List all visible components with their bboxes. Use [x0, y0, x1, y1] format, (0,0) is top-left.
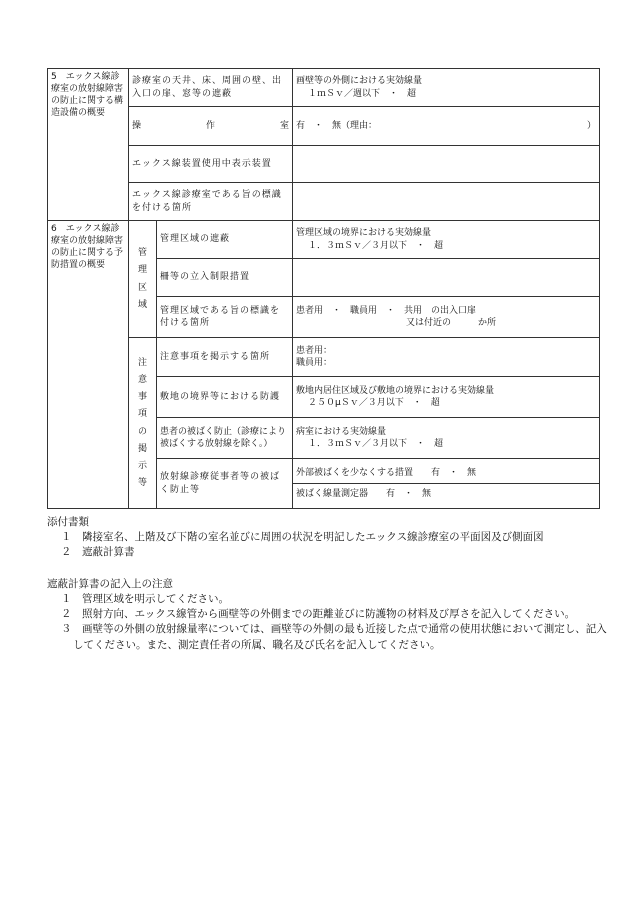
patient-exposure-value[interactable]: [293, 418, 600, 459]
chui-char: の: [137, 426, 147, 437]
calc-note-1: １ 管理区域を明示してください。: [61, 592, 229, 605]
operation-room-close: ）: [587, 120, 597, 131]
shield-walls-value-line1: 画壁等の外側における実効線量: [296, 76, 423, 87]
attachment-1: １ 隣接室名、上階及び下階の室名並びに周囲の状況を明記したエックス線診療室の平面図及び側面図: [61, 531, 544, 544]
in-use-indicator-label: エックス線装置使用中表示装置: [129, 146, 293, 183]
attachments-title: 添付書類: [47, 516, 89, 528]
shield-walls-value-line2: １ｍＳｖ／週以下 ・ 超: [308, 88, 417, 99]
control-area-sign-line1: 患者用 ・ 職員用 ・ 共用 の出入口扉: [296, 305, 477, 316]
chui-jiko-label: [129, 338, 157, 509]
patient-exposure-line1: 病室における実効線量: [296, 426, 387, 437]
kanri-char: 理: [137, 265, 147, 276]
calc-note-3: ３ 画壁等の外側の放射線量率については、画壁等の外側の最も近接した点で通常の使用状態において測定し、記入してください。また、測定責任者の所属、職名及び氏名を記入してください。: [61, 623, 607, 651]
chui-char: 事: [137, 392, 147, 403]
operation-room-char-2: 作: [206, 120, 216, 131]
worker-exposure-label: 放射線診療従事者等の被ばく防止等: [157, 459, 293, 509]
control-area-sign-label: 管理区域である旨の標識を付ける箇所: [157, 297, 293, 338]
boundary-protection-label: 敷地の境界等における防護: [157, 377, 293, 418]
room-sign-location-value[interactable]: [293, 183, 600, 221]
notes-block: [47, 515, 607, 653]
kanri-char: 区: [137, 282, 147, 293]
boundary-protection-line1: 敷地内居住区域及び敷地の境界における実効線量: [296, 385, 495, 396]
control-area-sign-value[interactable]: [293, 297, 600, 338]
dosimeter: 被ばく線量測定器 有 ・ 無: [296, 489, 432, 499]
boundary-protection-line2: ２５０μＳｖ／３月以下 ・ 超: [308, 398, 440, 408]
operation-room-label: [129, 107, 293, 146]
notice-patient: 患者用：: [296, 345, 333, 356]
chui-char: 等: [137, 477, 147, 488]
patient-exposure-line2: １．３ｍＳｖ／３月以下 ・ 超: [308, 439, 444, 449]
external-exposure-measure: 外部被ばくを少なくする措置 有 ・ 無: [293, 463, 599, 484]
operation-room-char-1: 操: [132, 120, 142, 131]
room-sign-location-label: エックス線診療室である旨の標識を付ける箇所: [129, 183, 293, 221]
section-6-title: 6 エックス線診療室の放射線障害の防止に関する予防措置の概要: [48, 221, 129, 509]
section-5-title: 5 エックス線診療室の放射線障害の防止に関する構造設備の概要: [48, 69, 129, 221]
notice-staff: 職員用：: [296, 358, 333, 368]
patient-exposure-label: 患者の被ばく防止（診療により被ばくする放射線を除く。）: [157, 418, 293, 459]
chui-char: 項: [137, 409, 147, 420]
control-area-shield-line1: 管理区域の境界における実効線量: [296, 228, 432, 239]
operation-room-value[interactable]: [293, 107, 600, 146]
chui-char: 示: [137, 460, 147, 471]
kanri-kuiki-label: [129, 221, 157, 338]
fence-restriction-label: 柵等の立入制限措置: [157, 259, 293, 297]
in-use-indicator-value[interactable]: [293, 146, 600, 183]
control-area-sign-line2: 又は付近の か所: [406, 318, 497, 328]
chui-char: 注: [137, 357, 147, 368]
form-table: [47, 68, 600, 509]
shield-walls-value[interactable]: [293, 69, 600, 107]
chui-char: 掲: [137, 443, 147, 454]
worker-exposure-value[interactable]: [293, 459, 600, 509]
notice-location-value[interactable]: [293, 338, 600, 377]
chui-char: 意: [137, 375, 147, 386]
kanri-char: 管: [137, 248, 147, 259]
calc-notes-title: 遮蔽計算書の記入上の注意: [47, 577, 173, 590]
control-area-shield-label: 管理区域の遮蔽: [157, 221, 293, 259]
calc-note-2: ２ 照射方向、エックス線管から画壁等の外側までの距離並びに防護物の材料及び厚さを記入してください。: [61, 608, 576, 621]
operation-room-options: 有 ・ 無（理由：: [296, 120, 378, 131]
boundary-protection-value[interactable]: [293, 377, 600, 418]
attachment-2: ２ 遮蔽計算書: [61, 546, 135, 559]
control-area-shield-value[interactable]: [293, 221, 600, 259]
notice-location-label: 注意事項を掲示する箇所: [157, 338, 293, 377]
kanri-char: 域: [137, 299, 147, 310]
fence-restriction-value[interactable]: [293, 259, 600, 297]
operation-room-char-3: 室: [280, 120, 290, 131]
shield-walls-label: 診療室の天井、床、周囲の壁、出入口の扉、窓等の遮蔽: [129, 69, 293, 107]
control-area-shield-line2: １．３ｍＳｖ／３月以下 ・ 超: [308, 240, 444, 251]
